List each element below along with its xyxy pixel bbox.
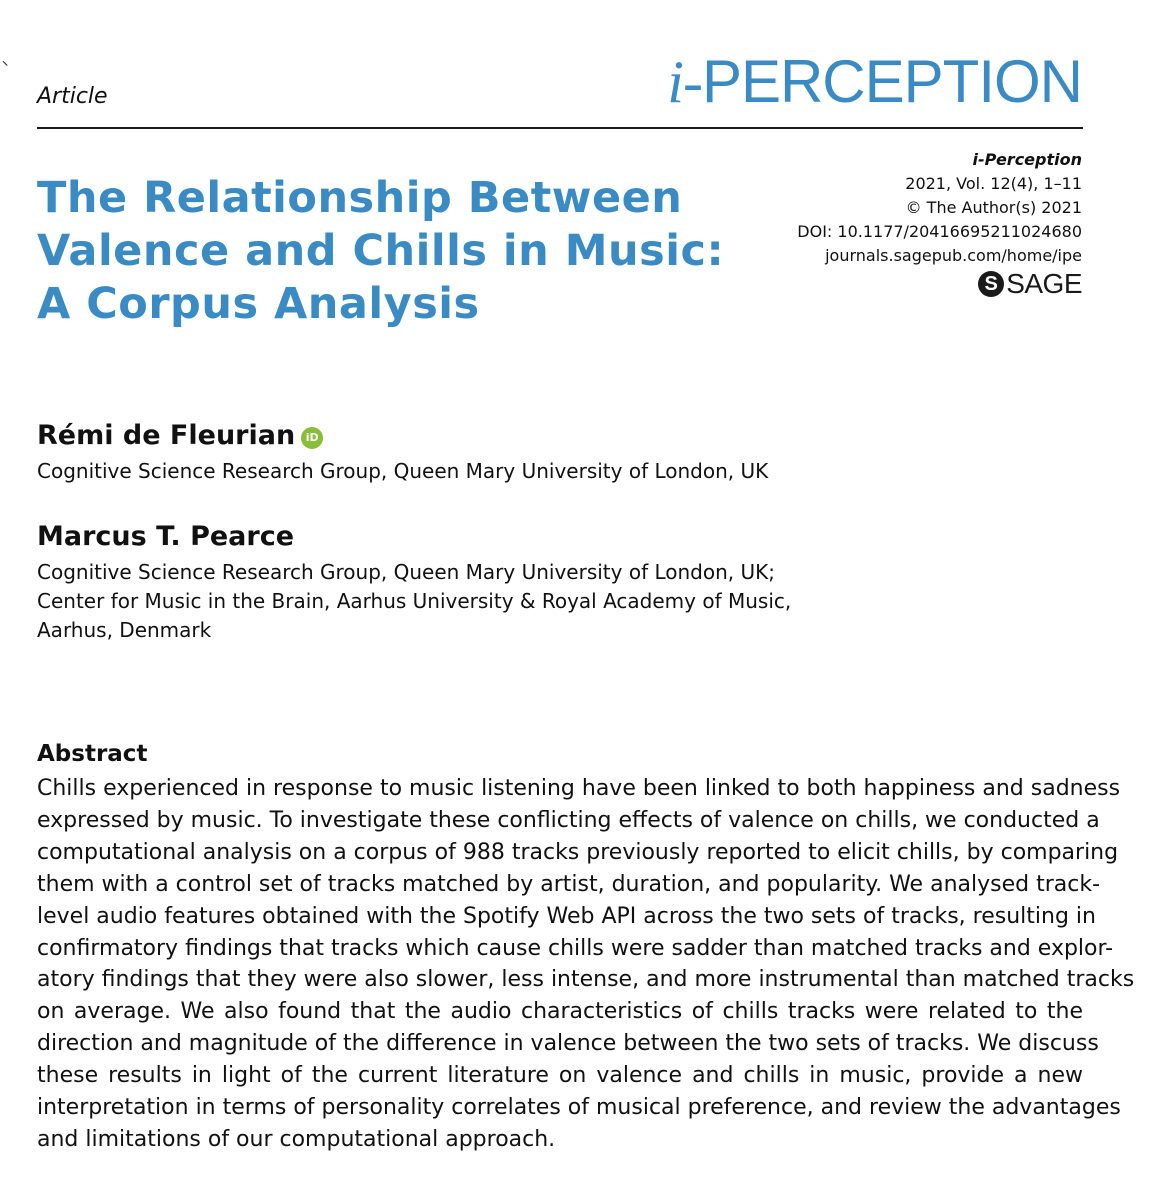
header-rule bbox=[37, 127, 1083, 129]
abstract-line: atory findings that they were also slower, less intense, and more instrumental than matched tracks bbox=[37, 967, 1135, 993]
title-line: The Relationship Between bbox=[37, 173, 683, 223]
abstract-line: these results in light of the current literature on valence and chills in music, provide a new bbox=[37, 1063, 1083, 1089]
abstract-line: on average. We also found that the audio characteristics of chills tracks were related to the bbox=[37, 999, 1083, 1025]
orcid-icon[interactable]: iD bbox=[301, 427, 323, 449]
abstract-line: them with a control set of tracks matched by artist, duration, and popularity. We analysed track- bbox=[37, 871, 1101, 897]
title-line: A Corpus Analysis bbox=[37, 279, 480, 329]
journal-logo-prefix: i- bbox=[667, 49, 702, 115]
abstract-line: level audio features obtained with the Spotify Web API across the two sets of tracks, resulting in bbox=[37, 903, 1096, 929]
sage-logo-text: SAGE bbox=[1006, 268, 1082, 299]
article-type-label: Article bbox=[37, 84, 108, 109]
affiliation-line: Center for Music in the Brain, Aarhus University & Royal Academy of Music, bbox=[37, 589, 792, 613]
author-affiliation bbox=[37, 558, 837, 645]
article-title bbox=[37, 172, 757, 331]
author-name bbox=[37, 521, 294, 552]
abstract-line: expressed by music. To investigate these conflicting effects of valence on chills, we conducted a bbox=[37, 807, 1100, 833]
affiliation-line: Cognitive Science Research Group, Queen Mary University of London, UK; bbox=[37, 560, 775, 584]
abstract-line: and limitations of our computational approach. bbox=[37, 1126, 556, 1152]
author-name-text: Marcus T. Pearce bbox=[37, 521, 295, 552]
journal-logo bbox=[667, 48, 1082, 115]
abstract-body bbox=[37, 773, 1135, 1156]
journal-logo-main: PERCEPTION bbox=[701, 48, 1082, 115]
author-name bbox=[37, 420, 323, 451]
abstract-line: computational analysis on a corpus of 988 tracks previously reported to elicit chills, by comparing bbox=[37, 839, 1119, 865]
abstract-line: Chills experienced in response to music listening have been linked to both happiness and sadness bbox=[37, 776, 1121, 801]
abstract-heading: Abstract bbox=[37, 741, 148, 767]
copyright-notice: © The Author(s) 2021 bbox=[905, 198, 1082, 217]
affiliation-line: Aarhus, Denmark bbox=[37, 618, 212, 642]
abstract-line: interpretation in terms of personality correlates of musical preference, and review the advantages bbox=[37, 1095, 1121, 1121]
abstract-line: confirmatory findings that tracks which cause chills were sadder than matched tracks and explor- bbox=[37, 935, 1114, 961]
affiliation-line: Cognitive Science Research Group, Queen Mary University of London, UK bbox=[37, 459, 769, 483]
corner-mark bbox=[0, 61, 8, 70]
publisher-logo bbox=[797, 270, 1082, 298]
doi[interactable]: DOI: 10.1177/20416695211024680 bbox=[797, 222, 1082, 241]
author-affiliation bbox=[37, 457, 837, 486]
volume-info: 2021, Vol. 12(4), 1–11 bbox=[905, 174, 1082, 193]
title-line: Valence and Chills in Music: bbox=[37, 226, 725, 276]
sage-logo-icon: S bbox=[978, 271, 1004, 297]
journal-name: i-Perception bbox=[972, 150, 1082, 169]
abstract-line: direction and magnitude of the difference in valence between the two sets of tracks. We discuss bbox=[37, 1031, 1099, 1057]
publication-metadata bbox=[797, 148, 1082, 298]
author-name-text: Rémi de Fleurian bbox=[37, 420, 296, 451]
journal-url[interactable]: journals.sagepub.com/home/ipe bbox=[825, 246, 1082, 265]
